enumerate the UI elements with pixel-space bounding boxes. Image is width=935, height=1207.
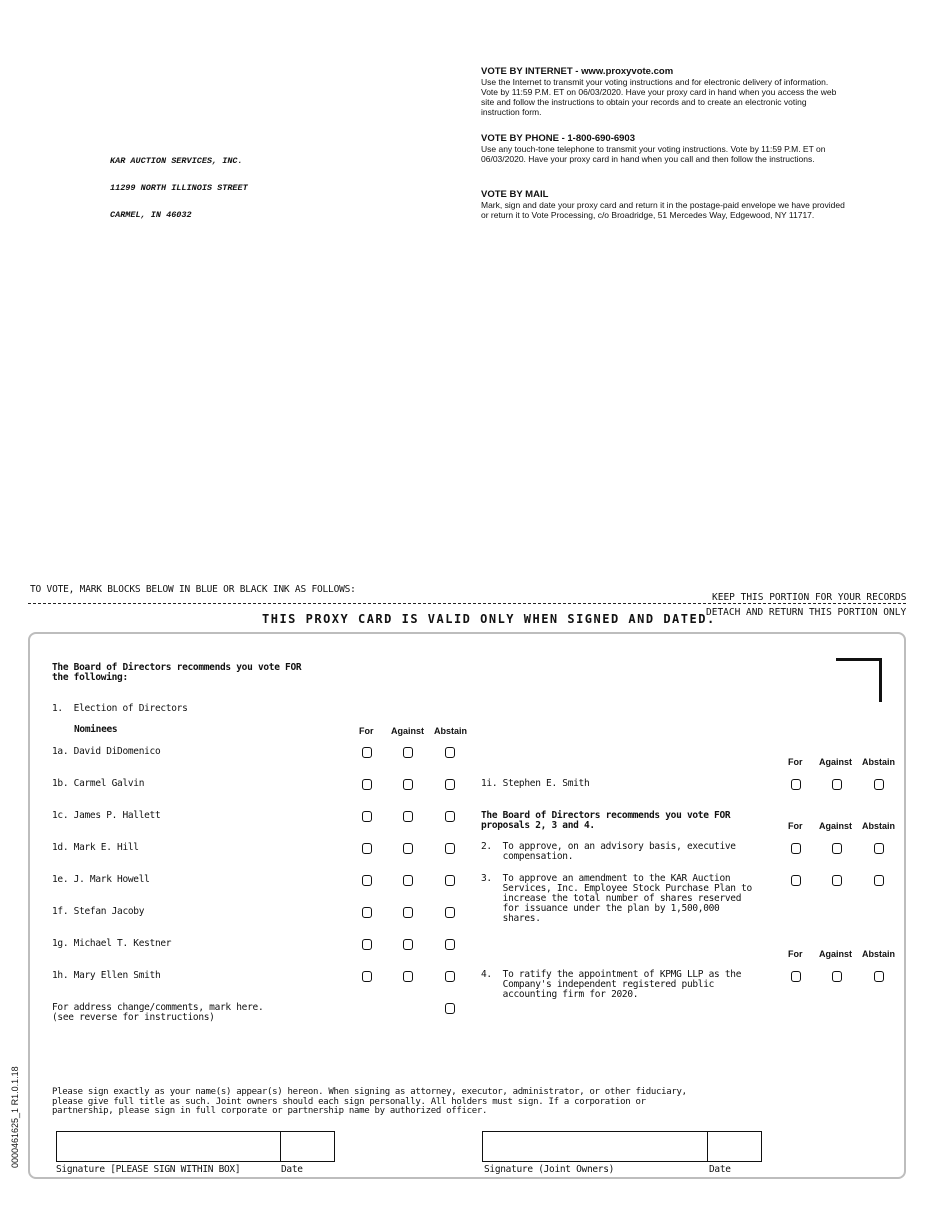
signature-box[interactable] xyxy=(56,1131,335,1162)
board-recommendation-2: The Board of Directors recommends you vote FOR proposals 2, 3 and 4. xyxy=(481,810,731,831)
col-abstain-p4: Abstain xyxy=(862,949,896,959)
valid-notice: THIS PROXY CARD IS VALID ONLY WHEN SIGNED AND DATED. xyxy=(262,612,716,626)
nominee-abstain-checkbox[interactable] xyxy=(445,971,455,982)
nominee-against-checkbox[interactable] xyxy=(403,875,413,886)
proposal-2: 2. To approve, on an advisory basis, executive compensation. xyxy=(481,841,736,862)
vote-phone-body: Use any touch-tone telephone to transmit your voting instructions. Vote by 11:59 P.M. ET on 06/03/2020. Have your proxy card in hand when you call and then follow the instructions. xyxy=(481,144,826,164)
joint-signature-box[interactable] xyxy=(482,1131,762,1162)
col-abstain-1i: Abstain xyxy=(862,757,896,767)
proposal-2-abstain-checkbox[interactable] xyxy=(874,843,884,854)
vote-internet xyxy=(481,66,846,117)
nominee-1i-label: 1i. Stephen E. Smith xyxy=(481,778,590,789)
nominee-for-checkbox[interactable] xyxy=(362,811,372,822)
nominee-label: 1f. Stefan Jacoby xyxy=(52,906,145,917)
nominee-label: 1c. James P. Hallett xyxy=(52,810,161,821)
board-recommendation-1: The Board of Directors recommends you vote FOR the following: xyxy=(52,662,302,683)
nominee-for-checkbox[interactable] xyxy=(362,939,372,950)
vote-internet-body: Use the Internet to transmit your voting instructions and for electronic delivery of information. Vote by 11:59 P.M. ET on 06/03/2020. Have your proxy card in hand when you access the web site and follow the instructions to obtain your records and to create an electronic voting instruction form. xyxy=(481,77,837,117)
vote-phone xyxy=(481,133,846,164)
proposal-3-against-checkbox[interactable] xyxy=(832,875,842,886)
vote-mail xyxy=(481,189,846,220)
perforation-line xyxy=(28,603,906,604)
nominee-for-checkbox[interactable] xyxy=(362,779,372,790)
nominee-label: 1h. Mary Ellen Smith xyxy=(52,970,161,981)
nominee-against-checkbox[interactable] xyxy=(403,811,413,822)
proposal-4-against-checkbox[interactable] xyxy=(832,971,842,982)
col-against-proposals: Against xyxy=(819,821,853,831)
col-for-proposals: For xyxy=(788,821,803,831)
nominees-header: Nominees xyxy=(74,724,118,735)
nominee-against-checkbox[interactable] xyxy=(403,907,413,918)
nominee-for-checkbox[interactable] xyxy=(362,875,372,886)
nominee-1i-abstain-checkbox[interactable] xyxy=(874,779,884,790)
address-line2: 11299 NORTH ILLINOIS STREET xyxy=(110,183,248,193)
proposal-3-abstain-checkbox[interactable] xyxy=(874,875,884,886)
col-for: For xyxy=(359,726,374,736)
nominee-label: 1e. J. Mark Howell xyxy=(52,874,150,885)
signature-label: Signature [PLEASE SIGN WITHIN BOX] xyxy=(56,1164,241,1175)
nominee-label: 1b. Carmel Galvin xyxy=(52,778,145,789)
col-for-1i: For xyxy=(788,757,803,767)
nominee-1i-against-checkbox[interactable] xyxy=(832,779,842,790)
joint-signature-date-label: Date xyxy=(709,1164,731,1175)
signature-date-divider xyxy=(280,1131,281,1162)
nominee-for-checkbox[interactable] xyxy=(362,971,372,982)
nominee-label: 1g. Michael T. Kestner xyxy=(52,938,172,949)
nominee-for-checkbox[interactable] xyxy=(362,747,372,758)
col-abstain: Abstain xyxy=(434,726,468,736)
nominee-abstain-checkbox[interactable] xyxy=(445,811,455,822)
corner-mark xyxy=(836,658,882,702)
nominee-abstain-checkbox[interactable] xyxy=(445,907,455,918)
side-code: 0000461625_1 R1.0.1.18 xyxy=(10,1066,20,1168)
col-for-p4: For xyxy=(788,949,803,959)
nominee-abstain-checkbox[interactable] xyxy=(445,939,455,950)
item-1-title: 1. Election of Directors xyxy=(52,703,188,714)
vote-internet-title: VOTE BY INTERNET - www.proxyvote.com xyxy=(481,66,674,77)
nominee-against-checkbox[interactable] xyxy=(403,747,413,758)
address-line1: KAR AUCTION SERVICES, INC. xyxy=(110,156,243,166)
col-against-p4: Against xyxy=(819,949,853,959)
detach-portion-label: DETACH AND RETURN THIS PORTION ONLY xyxy=(706,607,907,618)
proposal-3-for-checkbox[interactable] xyxy=(791,875,801,886)
address-change-checkbox[interactable] xyxy=(445,1003,455,1014)
joint-signature-label: Signature (Joint Owners) xyxy=(484,1164,615,1175)
vote-mail-body: Mark, sign and date your proxy card and return it in the postage-paid envelope we have provided or return it to Vote Processing, c/o Broadridge, 51 Mercedes Way, Edgewood, NY 11717. xyxy=(481,200,845,220)
col-against-1i: Against xyxy=(819,757,853,767)
nominee-abstain-checkbox[interactable] xyxy=(445,779,455,790)
nominee-against-checkbox[interactable] xyxy=(403,779,413,790)
keep-portion-label: KEEP THIS PORTION FOR YOUR RECORDS xyxy=(712,592,907,603)
nominee-1i-for-checkbox[interactable] xyxy=(791,779,801,790)
nominee-label: 1d. Mark E. Hill xyxy=(52,842,139,853)
col-abstain-proposals: Abstain xyxy=(862,821,896,831)
nominee-abstain-checkbox[interactable] xyxy=(445,747,455,758)
joint-signature-date-divider xyxy=(707,1131,708,1162)
nominee-abstain-checkbox[interactable] xyxy=(445,875,455,886)
nominee-against-checkbox[interactable] xyxy=(403,971,413,982)
address-line3: CARMEL, IN 46032 xyxy=(110,210,192,220)
proposal-2-for-checkbox[interactable] xyxy=(791,843,801,854)
to-vote-instruction: TO VOTE, MARK BLOCKS BELOW IN BLUE OR BLACK INK AS FOLLOWS: xyxy=(30,584,356,595)
col-against: Against xyxy=(391,726,425,736)
signature-instructions: Please sign exactly as your name(s) appear(s) hereon. When signing as attorney, executor, administrator, or other fiduciary, please give full title as such. Joint owners should each sign personally. All holders must sign. If a corporation or partnership, please sign in full corporate or partnership name by authorized officer. xyxy=(52,1087,687,1116)
proposal-4: 4. To ratify the appointment of KPMG LLP as the Company's independent registered public accounting firm for 2020. xyxy=(481,969,742,1000)
nominee-label: 1a. David DiDomenico xyxy=(52,746,161,757)
signature-date-label: Date xyxy=(281,1164,303,1175)
proposal-3: 3. To approve an amendment to the KAR Auction Services, Inc. Employee Stock Purchase Plan to increase the total number of shares reserved for issuance under the plan by 1,500,000 shares. xyxy=(481,873,752,924)
nominee-for-checkbox[interactable] xyxy=(362,907,372,918)
company-address xyxy=(110,139,248,229)
vote-phone-title: VOTE BY PHONE - 1-800-690-6903 xyxy=(481,133,636,144)
proposal-4-abstain-checkbox[interactable] xyxy=(874,971,884,982)
nominee-against-checkbox[interactable] xyxy=(403,843,413,854)
nominee-for-checkbox[interactable] xyxy=(362,843,372,854)
nominee-against-checkbox[interactable] xyxy=(403,939,413,950)
proposal-4-for-checkbox[interactable] xyxy=(791,971,801,982)
address-change-note: For address change/comments, mark here. (see reverse for instructions) xyxy=(52,1002,264,1023)
nominee-abstain-checkbox[interactable] xyxy=(445,843,455,854)
proposal-2-against-checkbox[interactable] xyxy=(832,843,842,854)
vote-mail-title: VOTE BY MAIL xyxy=(481,189,549,200)
